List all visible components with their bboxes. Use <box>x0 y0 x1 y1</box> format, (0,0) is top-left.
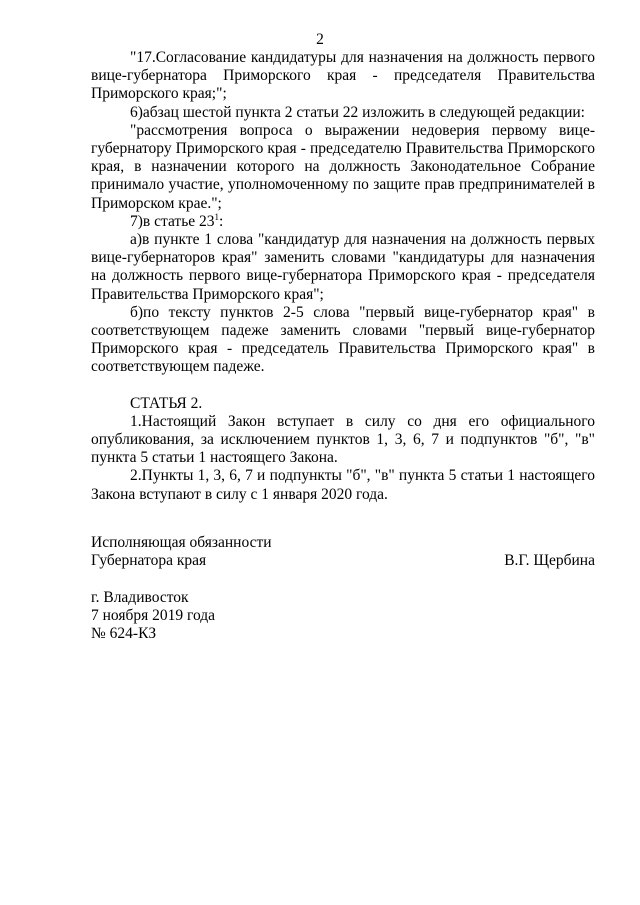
superscript-marker: 1 <box>214 211 220 222</box>
signatory-title-line-1: Исполняющая обязанности <box>91 534 272 551</box>
paragraph-amendment-6-text: "рассмотрения вопроса о выражении недоверия первому вице-губернатору Приморского края - председателю Правительства Приморского края, в назначении которого на должность Законодательное Собрание принимало участие, уполномоченному по защите прав предпринимателей в Приморском крае."; <box>91 121 595 212</box>
signatory-title-line-2: Губернатора края <box>91 552 207 570</box>
law-number: № 624-КЗ <box>91 625 157 643</box>
article-2-paragraph-1: 1.Настоящий Закон вступает в силу со дня его официального опубликования, за исключением пунктов 1, 3, 6, 7 и подпунктов "б", "в" пункта 5 статьи 1 настоящего Закона. <box>91 412 595 467</box>
signature-block <box>91 534 595 570</box>
page-number: 2 <box>316 31 324 48</box>
paragraph-article-17-title: "17.Согласование кандидатуры для назначения на должность первого вице-губернатора Приморского края - председателя Правительства Приморского края;"; <box>91 49 595 103</box>
signatory-name: В.Г. Щербина <box>504 552 595 570</box>
paragraph-amendment-7a: а)в пункте 1 слова "кандидатур для назначения на должность первых вице-губернаторов края" заменить словами "кандидатуры для назначения на должность первого вице-губернатора Приморского края - председателя Правительства Приморского края"; <box>91 231 595 303</box>
city: г. Владивосток <box>91 589 189 606</box>
article-2-heading: СТАТЬЯ 2. <box>130 394 203 412</box>
paragraph-amendment-7b: б)по тексту пунктов 2-5 слова "первый вице-губернатор края" в соответствующем падеже заменить словами "первый вице-губернатор Приморского края - председатель Правительства Приморского края" в соответствующем падеже. <box>91 303 595 376</box>
amendment-7-prefix: 7)в статье 23 <box>130 212 215 230</box>
paragraph-amendment-6: 6)абзац шестой пункта 2 статьи 22 изложить в следующей редакции: <box>130 103 585 121</box>
date: 7 ноября 2019 года <box>91 607 216 625</box>
article-2-paragraph-2: 2.Пункты 1, 3, 6, 7 и подпункты "б", "в" пункта 5 статьи 1 настоящего Закона вступают в силу с 1 января 2020 года. <box>91 467 595 503</box>
document-body <box>91 49 595 504</box>
signatory-line <box>91 552 595 570</box>
paragraph-amendment-7 <box>91 213 595 231</box>
place-date-number <box>91 589 391 644</box>
section-gap <box>91 377 595 395</box>
amendment-7-suffix: : <box>219 212 224 230</box>
